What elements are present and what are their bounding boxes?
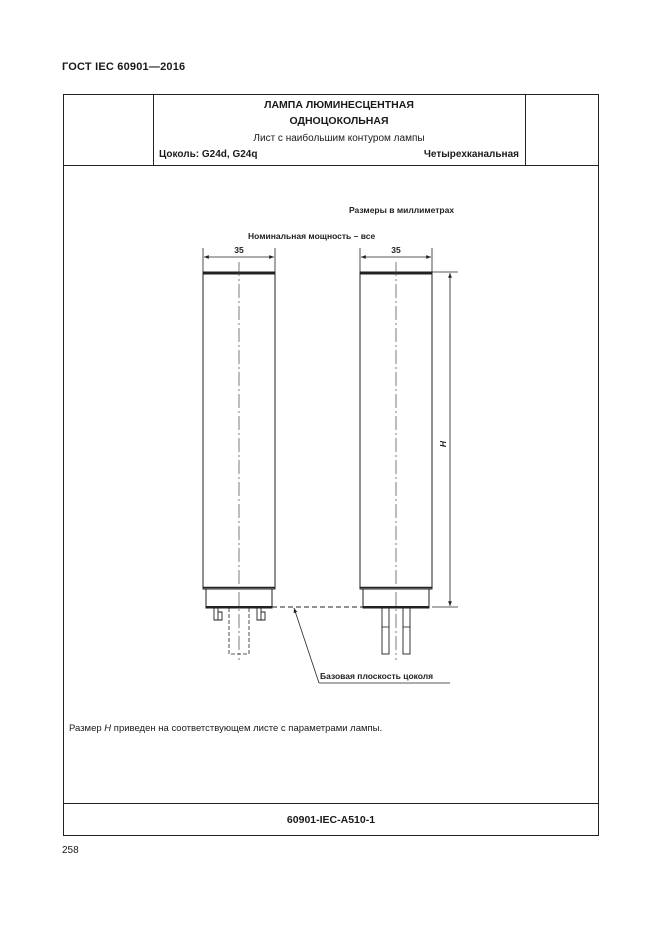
sheet-title-line1: ЛАМПА ЛЮМИНЕСЦЕНТНАЯ (264, 99, 414, 111)
right-lamp-view (360, 262, 432, 660)
sheet-subtitle: Лист с наибольшим контуром лампы (253, 133, 425, 144)
lamp-type: Четырехканальная (423, 149, 519, 160)
height-dimension (432, 272, 458, 607)
sheet-code: 60901-IEC-A510-1 (286, 814, 376, 826)
note-prefix: Размер (69, 723, 105, 734)
left-width-label: 35 (234, 245, 244, 255)
sheet-title-line2: ОДНОЦОКОЛЬНАЯ (289, 115, 389, 127)
left-lamp-view (203, 262, 275, 660)
units-note: Размеры в миллиметрах (349, 205, 455, 215)
height-label: H (438, 440, 448, 448)
right-width-label: 35 (391, 245, 401, 255)
note-suffix: приведен на соответствующем листе с параметрами лампы. (111, 723, 383, 734)
cap-designation: Цоколь: G24d, G24q (159, 149, 258, 160)
standard-header: ГОСТ IEC 60901—2016 (62, 61, 186, 73)
page-number: 258 (62, 845, 79, 856)
power-note: Номинальная мощность – все (248, 231, 376, 241)
base-plane-label: Базовая плоскость цоколя (320, 671, 434, 681)
base-plane-reference (272, 607, 450, 683)
note-symbol: H (104, 723, 112, 734)
